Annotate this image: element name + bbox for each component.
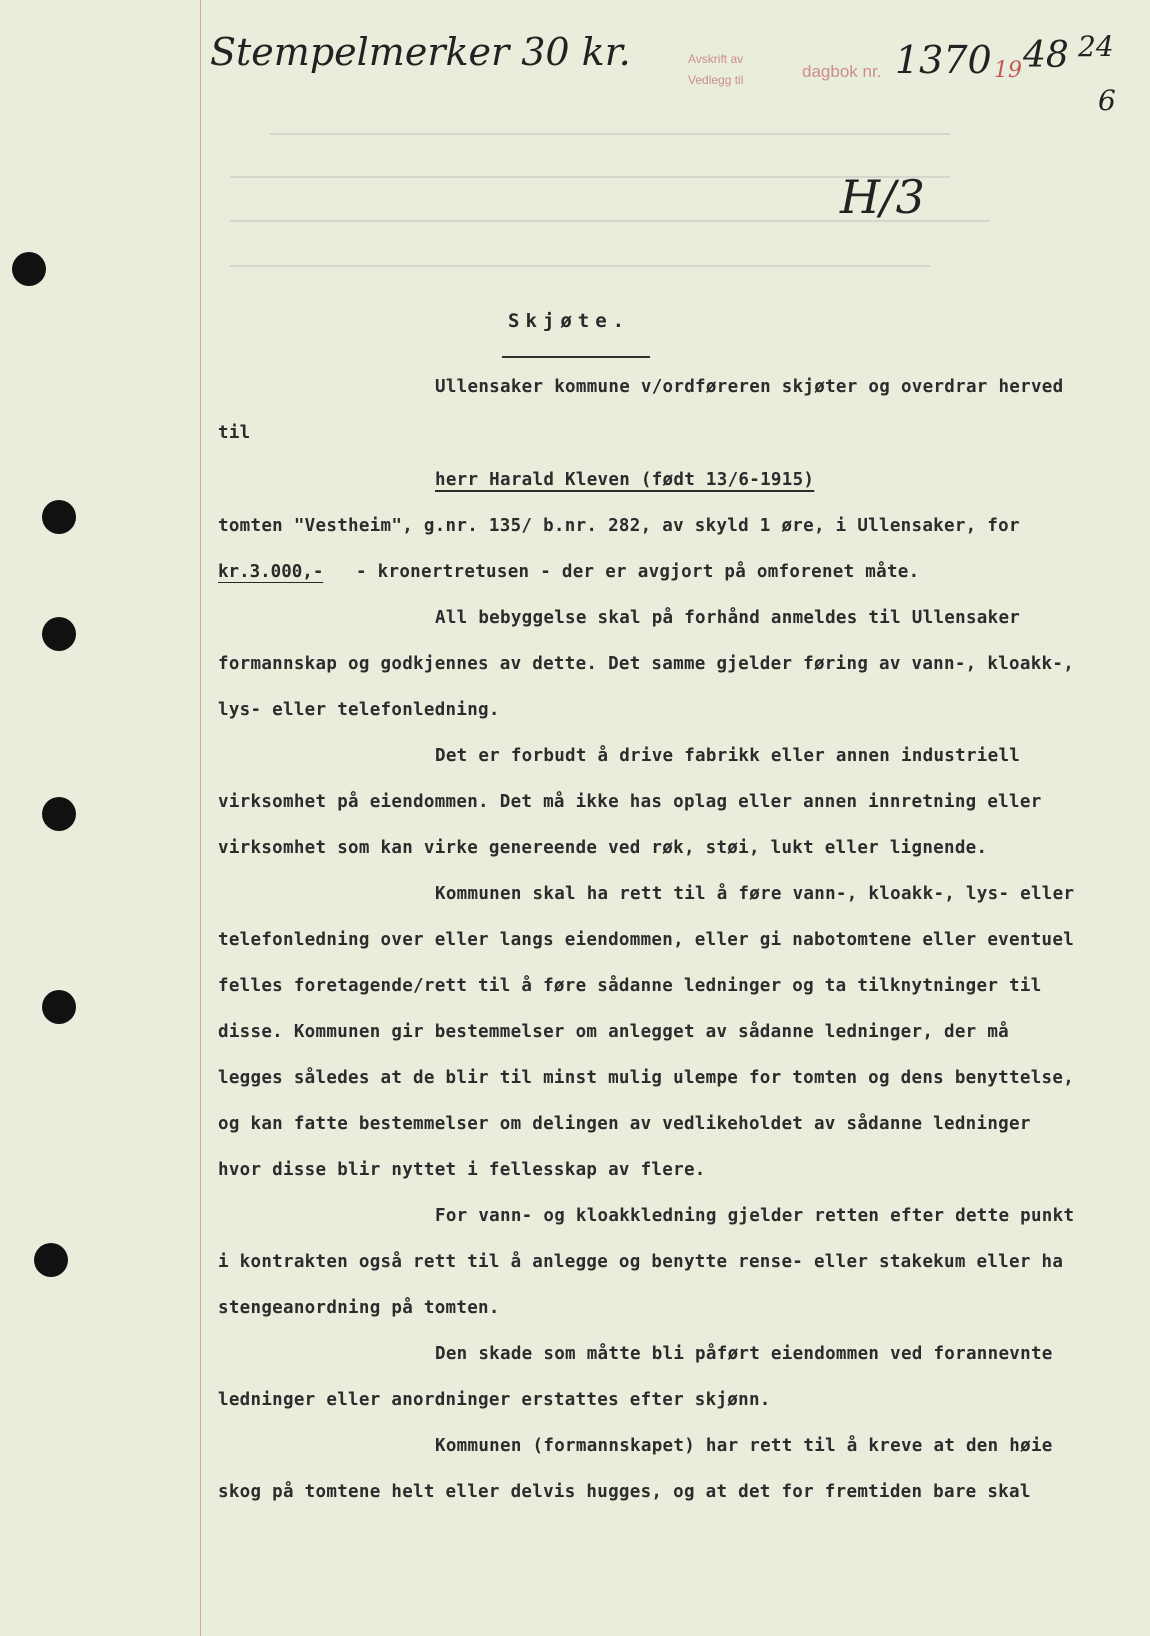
body-line: For vann- og kloakkledning gjelder retten efter dette punkt	[435, 1206, 1075, 1226]
body-line: stengeanordning på tomten.	[218, 1298, 500, 1318]
stamp-duty-note: Stempelmerker 30 kr.	[210, 30, 631, 74]
margin-rule	[200, 0, 201, 1636]
printed-label-dagbok: dagbok nr.	[802, 62, 882, 81]
body-line: skog på tomtene helt eller delvis hugges, og at det for fremtiden bare skal	[218, 1482, 1031, 1502]
punch-hole	[34, 1243, 68, 1277]
year-suffix: 48	[1023, 35, 1069, 76]
body-line: ledninger eller anordninger erstattes efter skjønn.	[218, 1390, 771, 1410]
year-prefix: 19	[994, 58, 1022, 83]
journal-number: 1370	[895, 38, 992, 82]
body-line: Ullensaker kommune v/ordføreren skjøter og overdrar herved	[435, 377, 1064, 397]
body-line: hvor disse blir nyttet i fellesskap av flere.	[218, 1160, 706, 1180]
handwritten-initials: H/3	[840, 170, 925, 224]
body-line: Det er forbudt å drive fabrikk eller annen industriell	[435, 746, 1021, 766]
punch-hole	[42, 617, 76, 651]
body-line: telefonledning over eller langs eiendommen, eller gi nabotomtene eller eventuel	[218, 930, 1075, 950]
body-line: virksomhet på eiendommen. Det må ikke has oplag eller annen innretning eller	[218, 792, 1042, 812]
body-line: All bebyggelse skal på forhånd anmeldes til Ullensaker	[435, 608, 1021, 628]
body-line: virksomhet som kan virke genereende ved røk, støi, lukt eller lignende.	[218, 838, 988, 858]
punch-hole	[42, 500, 76, 534]
body-line: og kan fatte bestemmelser om delingen av vedlikeholdet av sådanne ledninger	[218, 1114, 1031, 1134]
body-line: tomten "Vestheim", g.nr. 135/ b.nr. 282, av skyld 1 øre, i Ullensaker, for	[218, 516, 1020, 536]
title-underline	[502, 356, 650, 358]
document-title: Skjøte.	[508, 310, 631, 332]
body-line: Kommunen (formannskapet) har rett til å kreve at den høie	[435, 1436, 1053, 1456]
date-day: 24	[1078, 30, 1114, 63]
punch-hole	[42, 990, 76, 1024]
date-month: 6	[1098, 84, 1116, 117]
punch-hole	[12, 252, 46, 286]
bleed-through	[230, 265, 930, 267]
body-line: felles foretagende/rett til å føre sådanne ledninger og ta tilknytninger til	[218, 976, 1042, 996]
body-line: Kommunen skal ha rett til å føre vann-, kloakk-, lys- eller	[435, 884, 1075, 904]
purchase-amount: kr.3.000,-	[218, 562, 324, 582]
printed-label-avskrift: Avskrift av	[688, 52, 744, 66]
buyer-name: herr Harald Kleven (født 13/6-1915)	[435, 470, 815, 490]
body-line: - kronertretusen - der er avgjort på omforenet måte.	[356, 562, 920, 582]
body-line: disse. Kommunen gir bestemmelser om anlegget av sådanne ledninger, der må	[218, 1022, 1010, 1042]
bleed-through	[270, 133, 950, 135]
body-line: formannskap og godkjennes av dette. Det samme gjelder føring av vann-, kloakk-,	[218, 654, 1075, 674]
body-line: Den skade som måtte bli påført eiendommen ved forannevnte	[435, 1344, 1053, 1364]
body-line: lys- eller telefonledning.	[218, 700, 500, 720]
body-line: til	[218, 423, 251, 443]
body-line: legges således at de blir til minst mulig ulempe for tomten og dens benyttelse,	[218, 1068, 1075, 1088]
punch-hole	[42, 797, 76, 831]
printed-label-vedlegg: Vedlegg til	[688, 73, 744, 87]
body-line: i kontrakten også rett til å anlegge og benytte rense- eller stakekum eller ha	[218, 1252, 1064, 1272]
